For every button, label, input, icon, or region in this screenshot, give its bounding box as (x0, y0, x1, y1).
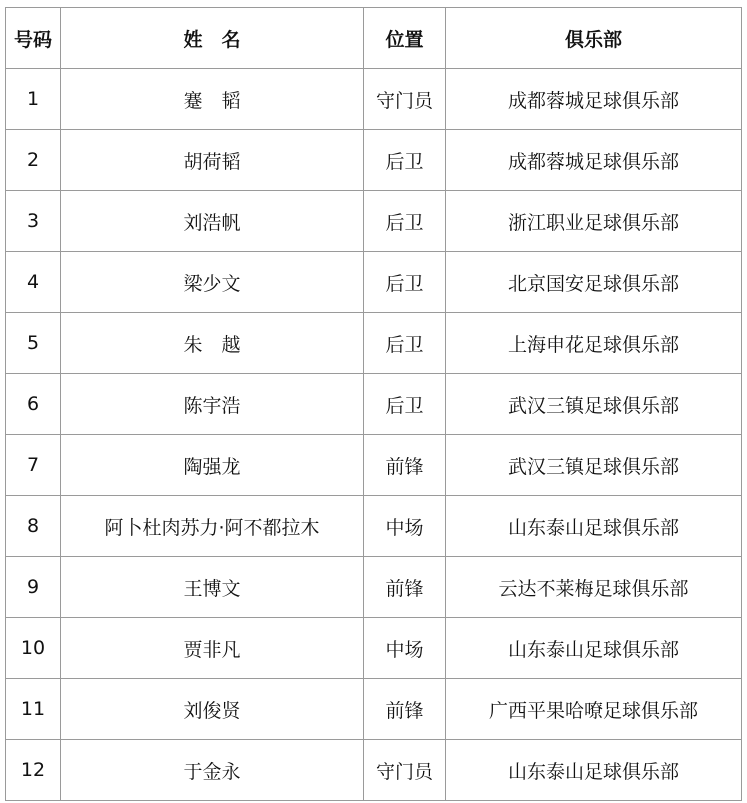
header-number: 号码 (6, 8, 61, 69)
table-row (6, 618, 742, 679)
cell-position: 前锋 (364, 679, 446, 740)
cell-number: 6 (6, 374, 61, 435)
cell-position: 前锋 (364, 435, 446, 496)
cell-name: 刘俊贤 (61, 679, 364, 740)
cell-position: 后卫 (364, 313, 446, 374)
cell-name: 阿卜杜肉苏力·阿不都拉木 (61, 496, 364, 557)
cell-number: 7 (6, 435, 61, 496)
table-row (6, 69, 742, 130)
cell-number: 12 (6, 740, 61, 801)
cell-number: 3 (6, 191, 61, 252)
cell-club: 成都蓉城足球俱乐部 (446, 69, 742, 130)
table-row (6, 252, 742, 313)
cell-club: 上海申花足球俱乐部 (446, 313, 742, 374)
cell-club: 武汉三镇足球俱乐部 (446, 374, 742, 435)
cell-name: 王博文 (61, 557, 364, 618)
cell-club: 广西平果哈嘹足球俱乐部 (446, 679, 742, 740)
cell-name: 陈宇浩 (61, 374, 364, 435)
cell-club: 云达不莱梅足球俱乐部 (446, 557, 742, 618)
cell-number: 2 (6, 130, 61, 191)
cell-name: 朱 越 (61, 313, 364, 374)
table-row (6, 374, 742, 435)
table-row (6, 740, 742, 801)
table-body (6, 69, 742, 801)
cell-position: 后卫 (364, 130, 446, 191)
table-row (6, 679, 742, 740)
table-row (6, 557, 742, 618)
table-row (6, 313, 742, 374)
cell-name: 陶强龙 (61, 435, 364, 496)
cell-name: 刘浩帆 (61, 191, 364, 252)
header-position: 位置 (364, 8, 446, 69)
cell-number: 8 (6, 496, 61, 557)
cell-number: 9 (6, 557, 61, 618)
cell-position: 守门员 (364, 740, 446, 801)
cell-name: 于金永 (61, 740, 364, 801)
cell-number: 1 (6, 69, 61, 130)
table-row (6, 435, 742, 496)
cell-name: 梁少文 (61, 252, 364, 313)
cell-position: 后卫 (364, 252, 446, 313)
cell-position: 后卫 (364, 191, 446, 252)
table-row (6, 130, 742, 191)
cell-position: 中场 (364, 496, 446, 557)
cell-club: 山东泰山足球俱乐部 (446, 740, 742, 801)
cell-position: 守门员 (364, 69, 446, 130)
header-name: 姓 名 (61, 8, 364, 69)
table-row (6, 496, 742, 557)
table-row (6, 191, 742, 252)
cell-number: 4 (6, 252, 61, 313)
cell-position: 中场 (364, 618, 446, 679)
cell-club: 山东泰山足球俱乐部 (446, 496, 742, 557)
header-row (6, 8, 742, 69)
cell-club: 武汉三镇足球俱乐部 (446, 435, 742, 496)
cell-position: 前锋 (364, 557, 446, 618)
roster-table (5, 7, 742, 801)
cell-club: 成都蓉城足球俱乐部 (446, 130, 742, 191)
header-club: 俱乐部 (446, 8, 742, 69)
cell-number: 10 (6, 618, 61, 679)
cell-name: 胡荷韬 (61, 130, 364, 191)
table-header (6, 8, 742, 69)
cell-name: 蹇 韬 (61, 69, 364, 130)
cell-number: 11 (6, 679, 61, 740)
cell-club: 山东泰山足球俱乐部 (446, 618, 742, 679)
cell-number: 5 (6, 313, 61, 374)
cell-position: 后卫 (364, 374, 446, 435)
cell-club: 北京国安足球俱乐部 (446, 252, 742, 313)
cell-name: 贾非凡 (61, 618, 364, 679)
cell-club: 浙江职业足球俱乐部 (446, 191, 742, 252)
